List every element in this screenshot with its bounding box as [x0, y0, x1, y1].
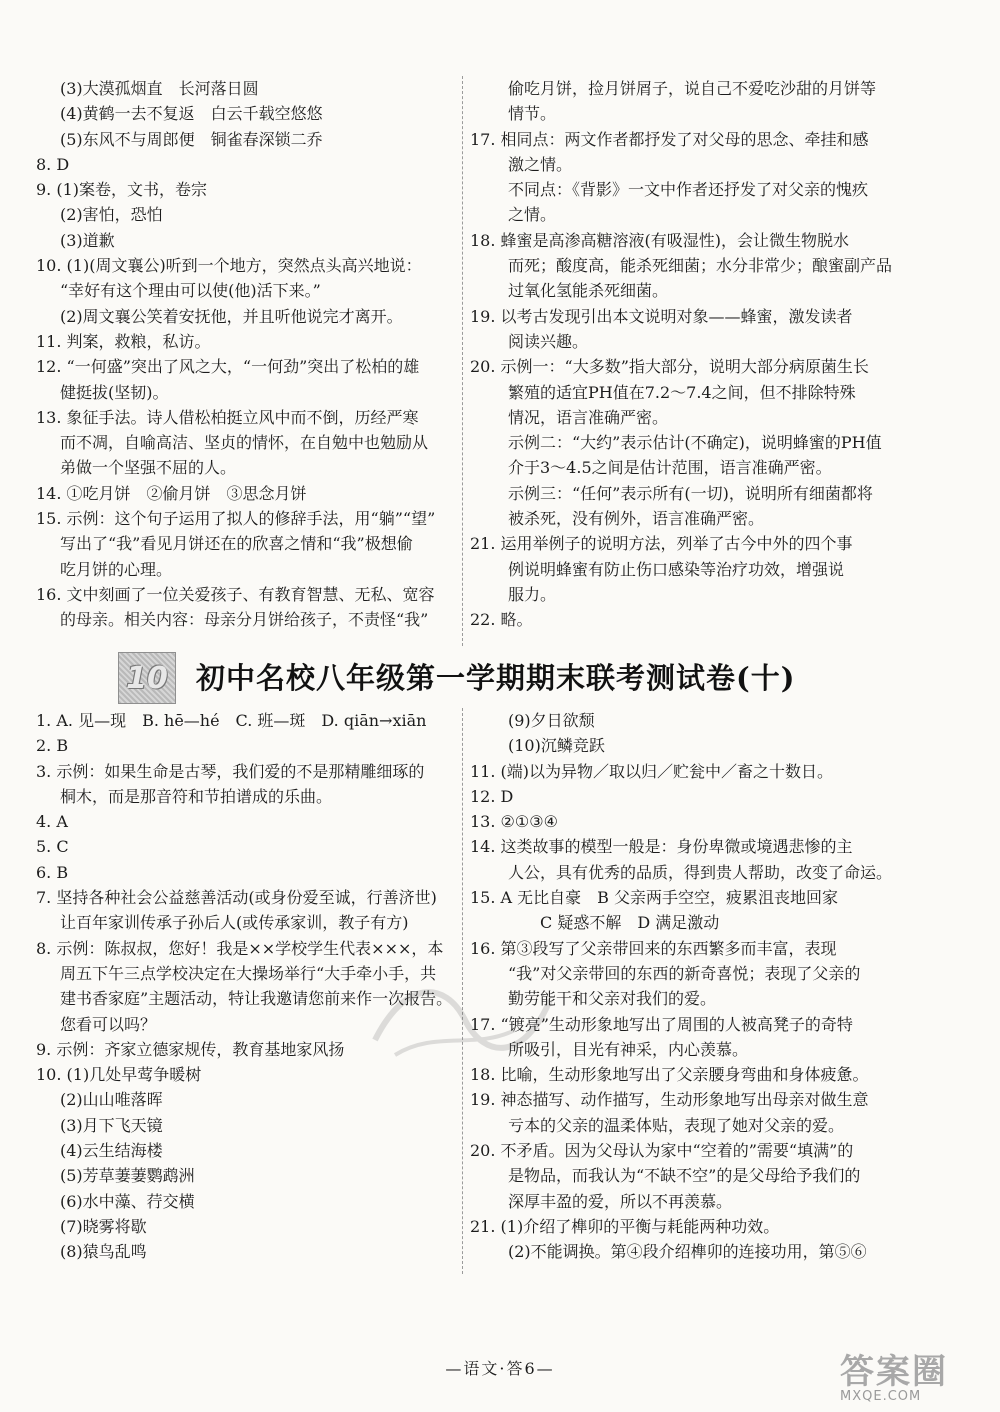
- answer-line: 16. 文中刻画了一位关爱孩子、有教育智慧、无私、宽容: [36, 584, 435, 604]
- answer-line: 写出了“我”看见月饼还在的欣喜之情和“我”极想偷: [60, 534, 413, 554]
- answer-line: 11. 判案，救粮，私访。: [36, 331, 211, 351]
- exam-title: 初中名校八年级第一学期期末联考测试卷(十): [196, 661, 796, 695]
- answer-line: 而死；酸度高，能杀死细菌；水分非常少；酿蜜副产品: [508, 256, 893, 276]
- answer-line: 介于3～4.5之间是估计范围，语言准确严密。: [508, 458, 832, 478]
- answer-line: 17. 相同点：两文作者都抒发了对父母的思念、牵挂和感: [470, 129, 869, 149]
- answer-line: 情节。: [508, 104, 557, 124]
- answer-line: 18. 蜂蜜是高渗高糖溶液(有吸湿性)，会让微生物脱水: [470, 230, 850, 250]
- answer-line: (10)沉鳞竞跃: [508, 736, 605, 756]
- answer-line: 而不凋，自喻高洁、坚贞的情怀，在自勉中也勉励从: [60, 433, 429, 453]
- answer-line: 17. “镀亮”生动形象地写出了周围的人被高凳子的奇特: [470, 1014, 853, 1034]
- answer-line: 20. 不矛盾。因为父母认为家中“空着的”需要“填满”的: [470, 1141, 854, 1161]
- answer-line: 被杀死，没有例外，语言准确严密。: [508, 509, 765, 529]
- answer-line: 21. (1)介绍了榫卯的平衡与耗能两种功效。: [470, 1216, 780, 1236]
- answer-line: (4)黄鹤一去不复返 白云千载空悠悠: [60, 104, 323, 124]
- answer-line: 12. “一何盛”突出了风之大，“一何劲”突出了松柏的雄: [36, 357, 420, 377]
- answer-line: 不同点：《背影》一文中作者还抒发了对父亲的愧疚: [508, 180, 869, 200]
- answer-line: 人公，具有优秀的品质，得到贵人帮助，改变了命运。: [508, 862, 893, 882]
- answer-line: (7)晓雾将歇: [60, 1216, 147, 1236]
- answer-line: 9. 示例：齐家立德家规传，教育基地家风扬: [36, 1039, 345, 1059]
- watermark-domain: MXQE.COM: [840, 1389, 922, 1404]
- answer-line: C 疑惑不解 D 满足激动: [508, 913, 720, 933]
- answer-line: 吃月饼的心理。: [60, 559, 173, 579]
- answer-line: 让百年家训传承子孙后人(或传承家训，教子有方): [60, 913, 409, 933]
- answer-line: 14. ①吃月饼 ②偷月饼 ③思念月饼: [36, 483, 307, 503]
- answer-line: 示例二：“大约”表示估计(不确定)，说明蜂蜜的PH值: [508, 433, 882, 453]
- column-divider-top: [462, 76, 463, 646]
- top-left-column: [36, 76, 456, 633]
- answer-line: (5)芳草萋萋鹦鹉洲: [60, 1166, 195, 1186]
- answer-line: 19. 以考古发现引出本文说明对象——蜂蜜，激发读者: [470, 306, 853, 326]
- answer-line: (5)东风不与周郎便 铜雀春深锁二乔: [60, 129, 323, 149]
- answer-line: (2)害怕，恐怕: [60, 205, 163, 225]
- answer-line: 11. (端)以为异物／取以归／贮瓮中／畜之十数日。: [470, 761, 834, 781]
- answer-line: 22. 略。: [470, 610, 533, 630]
- answer-line: 10. (1)几处早莺争暖树: [36, 1065, 202, 1085]
- answer-line: 示例三：“任何”表示所有(一切)，说明所有细菌都将: [508, 483, 873, 503]
- answer-line: 情况，语言准确严密。: [508, 407, 669, 427]
- site-watermark: [840, 1344, 992, 1406]
- answer-line: 6. B: [36, 862, 69, 882]
- answer-line: 7. 坚持各种社会公益慈善活动(或身份爱至诚，行善济世): [36, 888, 437, 908]
- answer-line: 13. 象征手法。诗人借松柏挺立风中而不倒，历经严寒: [36, 407, 419, 427]
- answer-line: 8. 示例：陈叔叔，您好！我是××学校学生代表×××，本: [36, 938, 444, 958]
- top-right-column: [470, 76, 970, 633]
- answer-line: (3)道歉: [60, 230, 115, 250]
- answer-line: 19. 神态描写、动作描写，生动形象地写出母亲对做生意: [470, 1090, 869, 1110]
- answer-line: 4. A: [36, 812, 68, 832]
- answer-line: 14. 这类故事的模型一般是：身份卑微或境遇悲惨的主: [470, 837, 853, 857]
- answer-line: 周五下午三点学校决定在大操场举行“大手牵小手，共: [60, 963, 437, 983]
- answer-line: 16. 第③段写了父亲带回来的东西繁多而丰富，表现: [470, 938, 837, 958]
- answer-line: “幸好有这个理由可以使(他)活下来。”: [60, 281, 321, 301]
- answer-line: 所吸引，目光有神采，内心羡慕。: [508, 1039, 749, 1059]
- answer-line: 深厚丰盈的爱，所以不再羡慕。: [508, 1191, 733, 1211]
- answer-line: 13. ②①③④: [470, 812, 558, 832]
- answer-line: (4)云生结海楼: [60, 1141, 163, 1161]
- answer-line: (9)夕日欲颓: [508, 711, 595, 730]
- exam-banner: [118, 652, 918, 704]
- answer-line: 15. A 无比自豪 B 父亲两手空空，疲累沮丧地回家: [470, 888, 839, 908]
- answer-line: 3. 示例：如果生命是古琴，我们爱的不是那精雕细琢的: [36, 761, 425, 781]
- exam-number-badge: 10: [118, 652, 176, 704]
- answer-line: 亏本的父亲的温柔体贴，表现了她对父亲的爱。: [508, 1115, 845, 1135]
- answer-line: 激之情。: [508, 154, 573, 174]
- answer-line: 您看可以吗？: [60, 1014, 157, 1034]
- answer-line: 21. 运用举例子的说明方法，列举了古今中外的四个事: [470, 534, 853, 554]
- answer-line: 的母亲。相关内容：母亲分月饼给孩子，不责怪“我”: [60, 610, 429, 630]
- answer-line: 9. (1)案卷，文书，卷宗: [36, 180, 208, 200]
- answer-line: 建书香家庭”主题活动，特让我邀请您前来作一次报告。: [60, 989, 453, 1009]
- answer-line: 阅读兴趣。: [508, 331, 589, 351]
- answer-line: 20. 示例一：“大多数”指大部分，说明大部分病原菌生长: [470, 357, 869, 377]
- answer-line: 18. 比喻，生动形象地写出了父亲腰身弯曲和身体疲惫。: [470, 1065, 869, 1085]
- answer-line: 例说明蜂蜜有防止伤口感染等治疗功效，增强说: [508, 559, 845, 579]
- answer-line: (8)猿鸟乱鸣: [60, 1242, 147, 1262]
- answer-line: 10. (1)(周文襄公)听到一个地方，突然点头高兴地说：: [36, 256, 422, 276]
- answer-line: 服力。: [508, 584, 557, 604]
- watermark-logo-text: 答案圈: [840, 1352, 948, 1392]
- page-footer: —语文·答6—: [445, 1359, 555, 1378]
- answer-line: (3)大漠孤烟直 长河落日圆: [60, 79, 259, 98]
- answer-line: 是物品，而我认为“不缺不空”的是父母给予我们的: [508, 1166, 861, 1186]
- answer-line: 勤劳能干和父亲对我们的爱。: [508, 989, 717, 1009]
- answer-line: 弟做一个坚强不屈的人。: [60, 458, 237, 478]
- answer-line: 桐木，而是那音符和节拍谱成的乐曲。: [60, 786, 333, 806]
- answer-line: (6)水中藻、荇交横: [60, 1191, 195, 1211]
- answer-line: 偷吃月饼，捡月饼屑子，说自己不爱吃沙甜的月饼等: [508, 79, 877, 98]
- answer-line: 健挺拔(坚韧)。: [60, 382, 169, 402]
- answer-line: (3)月下飞天镜: [60, 1115, 163, 1135]
- answer-line: 8. D: [36, 154, 70, 174]
- answer-line: (2)不能调换。第④段介绍榫卯的连接功用，第⑤⑥: [508, 1242, 867, 1262]
- answer-line: (2)山山唯落晖: [60, 1090, 163, 1110]
- answer-line: 12. D: [470, 786, 514, 806]
- answer-line: 繁殖的适宜PH值在7.2～7.4之间，但不排除特殊: [508, 382, 856, 402]
- answer-line: 之情。: [508, 205, 557, 225]
- answer-line: 5. C: [36, 837, 69, 857]
- answer-line: 1. A. 见—现 B. hē—hé C. 班—斑 D. qiān→xiān: [36, 711, 427, 730]
- answer-line: “我”对父亲带回的东西的新奇喜悦；表现了父亲的: [508, 963, 861, 983]
- answer-line: 2. B: [36, 736, 69, 756]
- faint-stamp-mark: [355, 960, 565, 1070]
- answer-line: 过氧化氢能杀死细菌。: [508, 281, 669, 301]
- answer-line: 15. 示例：这个句子运用了拟人的修辞手法，用“躺”“望”: [36, 509, 436, 529]
- answer-line: (2)周文襄公笑着安抚他，并且听他说完才离开。: [60, 306, 403, 326]
